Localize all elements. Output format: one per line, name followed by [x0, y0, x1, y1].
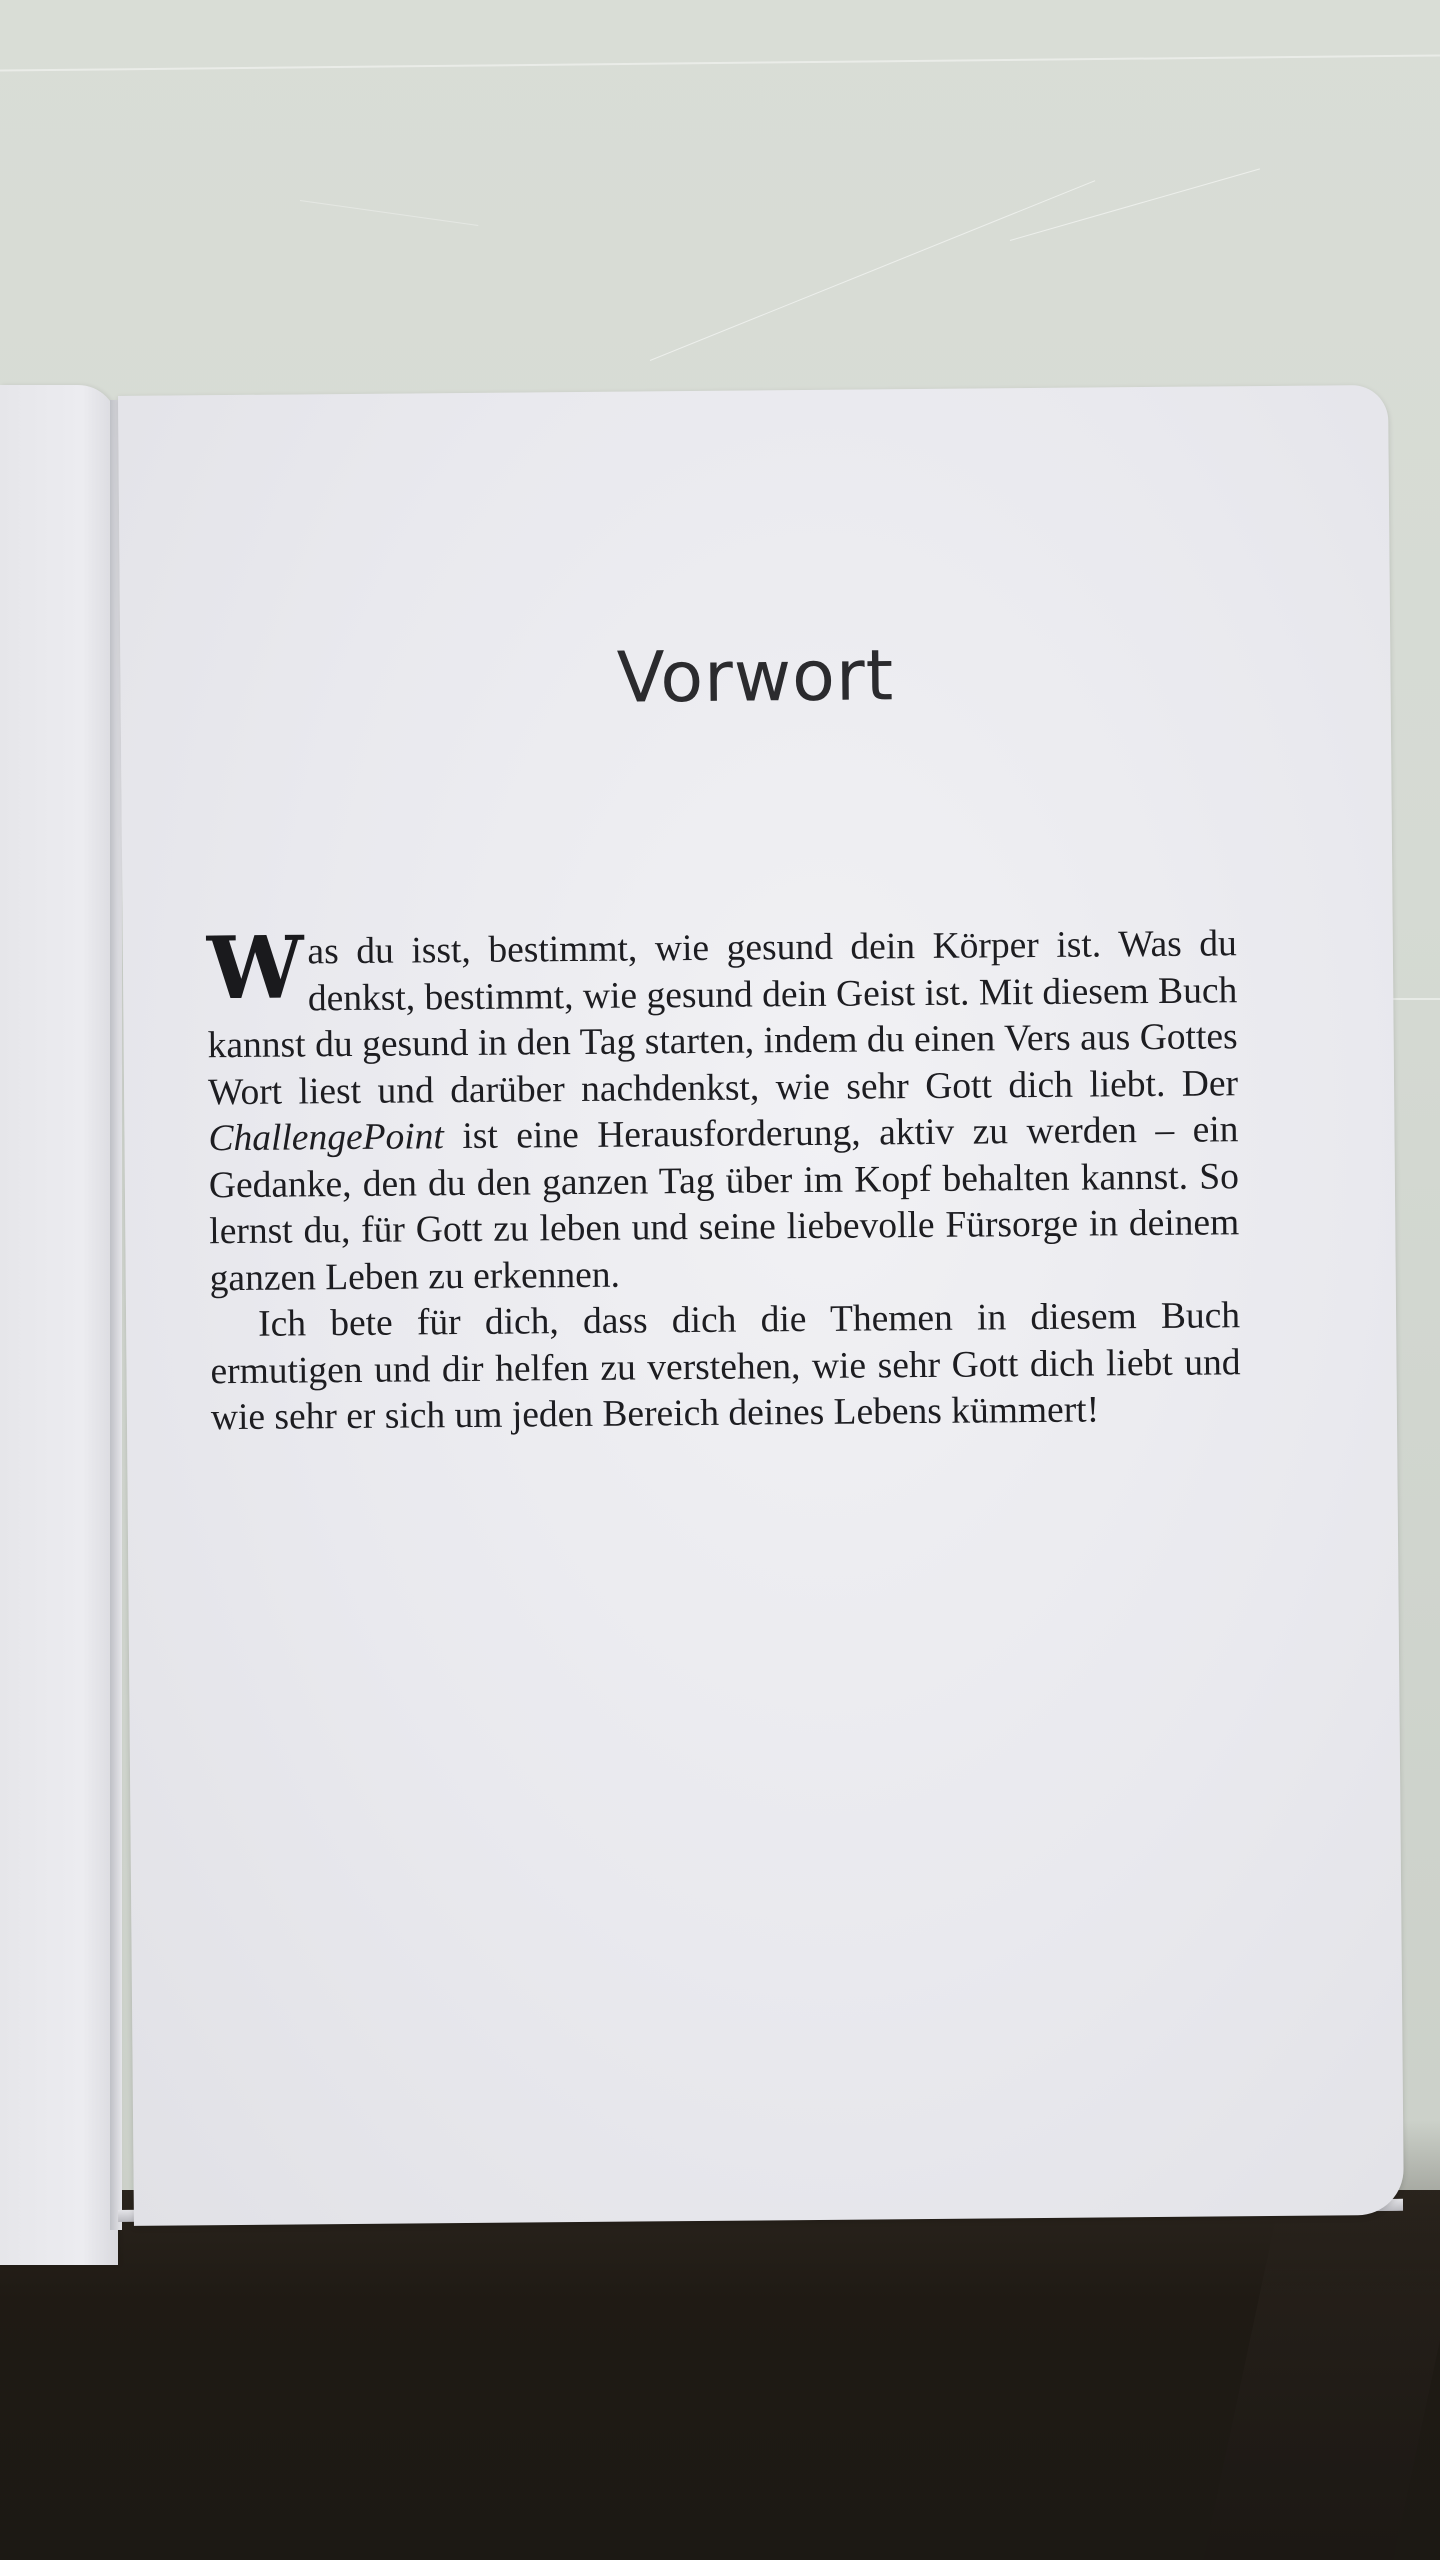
challengepoint-term: ChallengePoint [208, 1116, 445, 1160]
paragraph-1-text-a: as du isst, bestimmt, wie gesund dein Körper ist. Was du denkst, bestimmt, wie gesund dein Geist ist. Mit diesem Buch kannst du gesund in den Tag starten, indem du einen Vers aus Gottes Wort liest und darüber nachdenkst, wie sehr Gott dich liebt. Der [207, 923, 1239, 1113]
paragraph-2: Ich bete für dich, dass dich die Themen in diesem Buch ermutigen und dir helfen zu verstehen, wie sehr Gott dich liebt und wie sehr er sich um jeden Bereich deines Lebens kümmert! [210, 1295, 1241, 1439]
paragraph-1 [206, 917, 1240, 1302]
drop-cap: W [206, 917, 305, 1020]
right-page [118, 385, 1404, 2226]
page-title: Vorwort [616, 634, 895, 719]
tabletop-scratch [1010, 168, 1260, 241]
tabletop-scratch [300, 200, 478, 226]
paragraph-1-text-b: ist eine Herausforderung, aktiv zu werden – ein Gedanke, den du den ganzen Tag über im Kopf behalten kannst. So lernst du, für Gott zu leben und seine liebevolle Fürsorge in deinem ganzen Leben zu erkennen. [208, 1109, 1240, 1299]
page-body [206, 917, 1241, 1441]
tabletop-scratch [650, 180, 1095, 361]
tabletop-seam [0, 54, 1440, 71]
left-page [0, 385, 118, 2265]
